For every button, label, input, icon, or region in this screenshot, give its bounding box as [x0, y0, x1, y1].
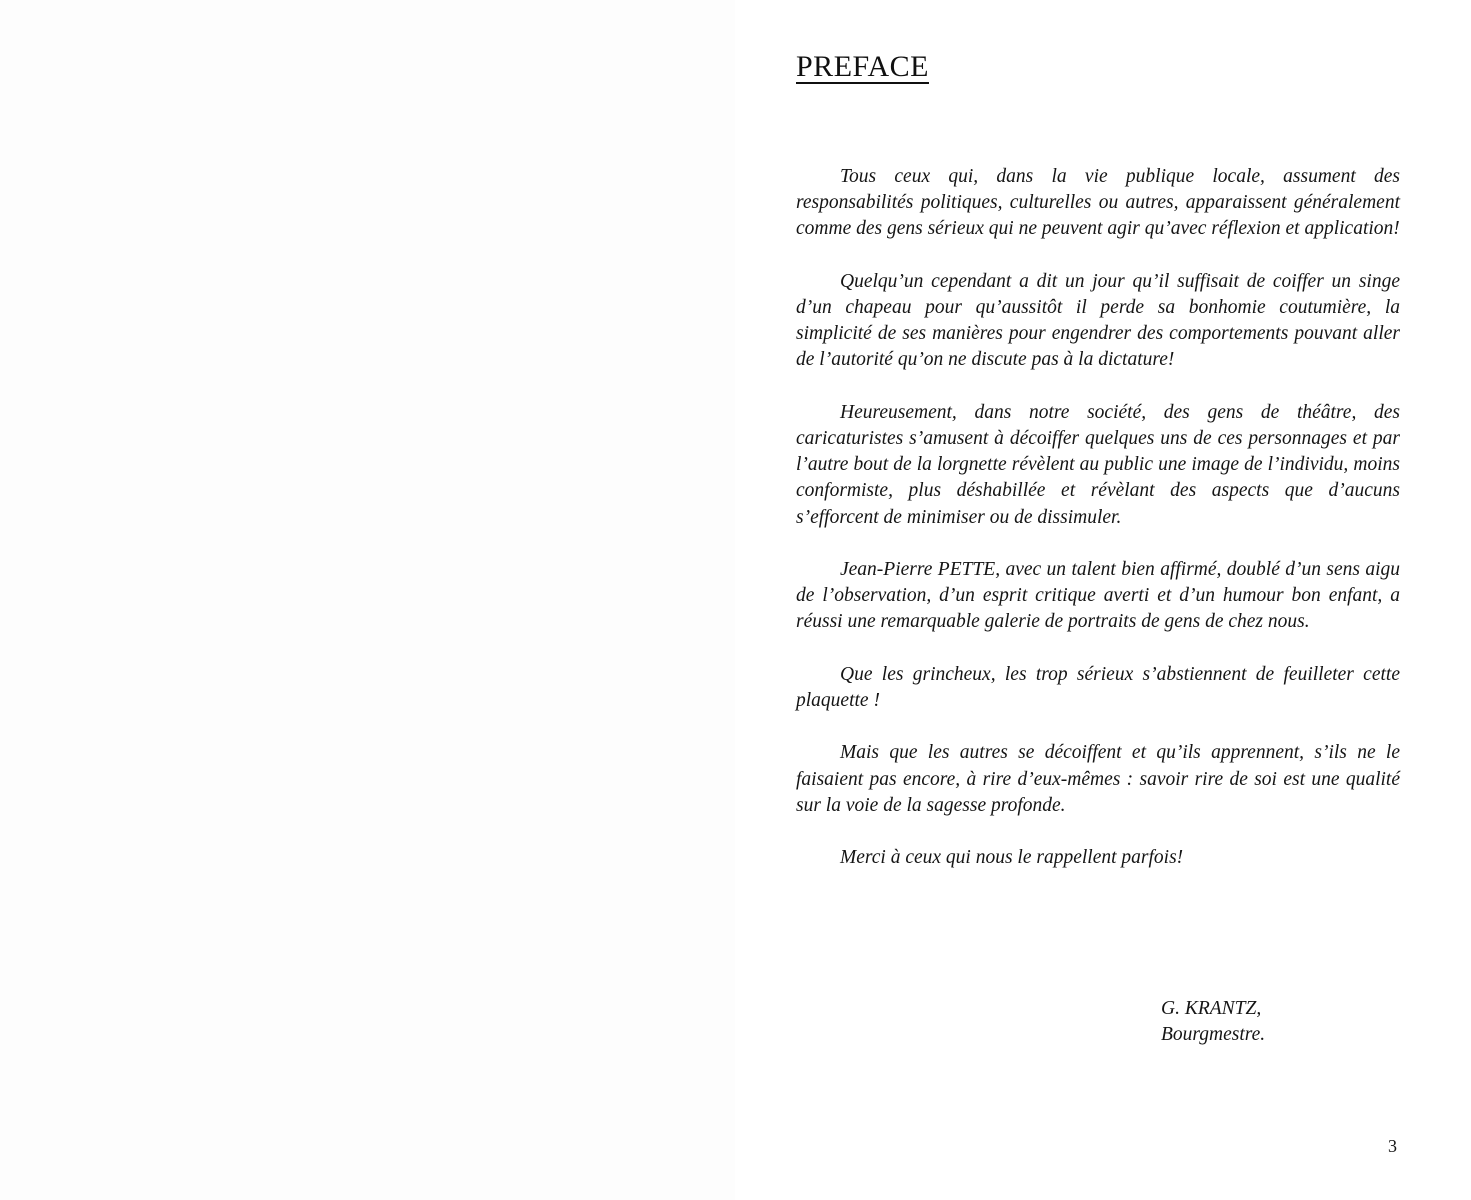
page-number: 3	[1388, 1136, 1397, 1156]
signature-name: G. KRANTZ,	[1161, 998, 1262, 1019]
preface-body	[796, 164, 1400, 898]
paragraph-6: Mais que les autres se décoiffent et qu’ils apprennent, s’ils ne le faisaient pas encore, à rire d’eux-mêmes : savoir rire de soi est une qualité sur la voie de la sagesse profonde.	[796, 742, 1400, 816]
paragraph-2: Quelqu’un cependant a dit un jour qu’il suffisait de coiffer un singe d’un chapeau pour qu’aussitôt il perde sa bonhomie coutumière, la simplicité de ses manières pour engendrer des comportements pouvant aller de l’autorité qu’on ne discute pas à la dictature!	[796, 270, 1400, 371]
paragraph-3: Heureusement, dans notre société, des gens de théâtre, des caricaturistes s’amusent à décoiffer quelques uns de ces personnages et par l’autre bout de la lorgnette révèlent au public une image de l’individu, moins conformiste, plus déshabillée et révèlant des aspects que d’aucuns s’efforcent de minimiser ou de dissimuler.	[796, 401, 1400, 528]
page-title: PREFACE	[796, 50, 929, 83]
left-page-blank	[0, 0, 735, 1200]
paragraph-4: Jean-Pierre PETTE, avec un talent bien affirmé, doublé d’un sens aigu de l’observation, d’un esprit critique averti et d’un humour bon enfant, a réussi une remarquable galerie de portraits de gens de chez nous.	[796, 559, 1400, 633]
paragraph-7: Merci à ceux qui nous le rappellent parfois!	[840, 847, 1184, 869]
signature-role: Bourgmestre.	[1161, 1024, 1266, 1045]
paragraph-1: Tous ceux qui, dans la vie publique locale, assument des responsabilités politiques, culturelles ou autres, apparaissent généralement comme des gens sérieux qui ne peuvent agir qu’avec réflexion et application!	[796, 166, 1400, 240]
signature-block	[1161, 996, 1265, 1048]
paragraph-5: Que les grincheux, les trop sérieux s’abstiennent de feuilleter cette plaquette !	[796, 663, 1400, 711]
